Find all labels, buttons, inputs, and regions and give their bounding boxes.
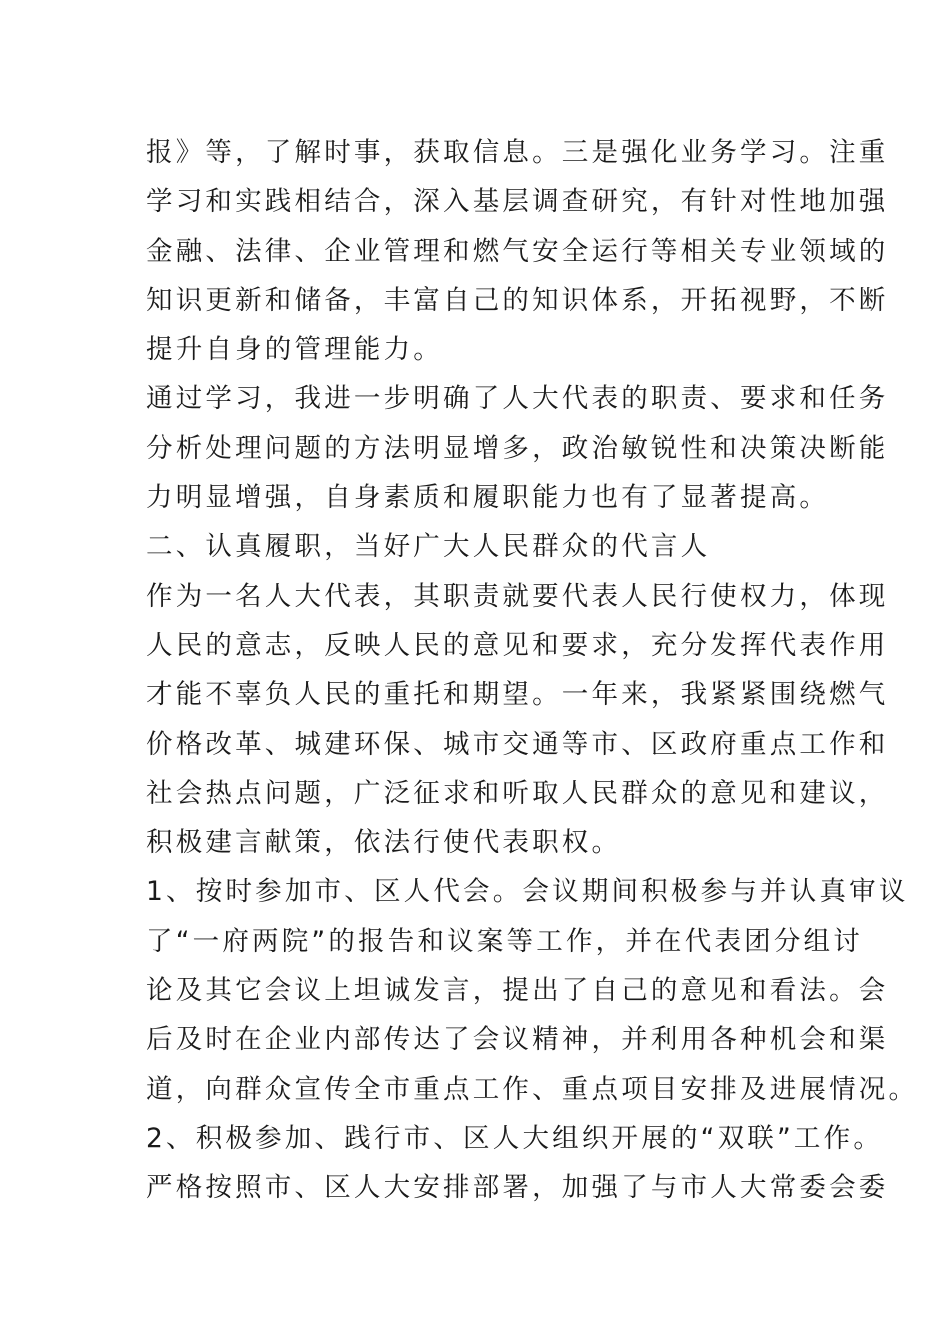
text-line-8: 力明显增强，自身素质和履职能力也有了显著提高。 [146, 482, 830, 514]
text-line-18: 论及其它会议上坦诚发言，提出了自己的意见和看法。会 [146, 975, 889, 1007]
document-page [146, 128, 919, 1213]
text-line-5: 提升自身的管理能力。 [146, 334, 443, 366]
text-line-21: 2、积极参加、践行市、区人大组织开展的“双联”工作。 [146, 1122, 884, 1154]
text-line-2: 学习和实践相结合，深入基层调查研究，有针对性地加强 [146, 186, 889, 218]
text-line-6: 通过学习，我进一步明确了人大代表的职责、要求和任务 [146, 383, 889, 415]
section-heading: 二、认真履职，当好广大人民群众的代言人 [146, 531, 711, 563]
text-line-17: 了“一府两院”的报告和议案等工作，并在代表团分组讨 [146, 925, 863, 957]
text-line-4: 知识更新和储备，丰富自己的知识体系，开拓视野，不断 [146, 284, 889, 316]
text-line-16: 1、按时参加市、区人代会。会议期间积极参与并认真审议 [146, 876, 909, 908]
text-line-12: 才能不辜负人民的重托和期望。一年来，我紧紧围绕燃气 [146, 679, 889, 711]
text-line-11: 人民的意志，反映人民的意见和要求，充分发挥代表作用 [146, 629, 889, 661]
text-line-19: 后及时在企业内部传达了会议精神，并利用各种机会和渠 [146, 1024, 889, 1056]
text-line-10: 作为一名人大代表，其职责就要代表人民行使权力，体现 [146, 580, 889, 612]
text-line-7: 分析处理问题的方法明显增多，政治敏锐性和决策决断能 [146, 432, 889, 464]
text-line-20: 道，向群众宣传全市重点工作、重点项目安排及进展情况。 [146, 1073, 919, 1105]
text-line-3: 金融、法律、企业管理和燃气安全运行等相关专业领域的 [146, 235, 889, 267]
text-line-22: 严格按照市、区人大安排部署，加强了与市人大常委会委 [146, 1172, 889, 1204]
text-line-14: 社会热点问题，广泛征求和听取人民群众的意见和建议， [146, 777, 889, 809]
text-line-1: 报》等，了解时事，获取信息。三是强化业务学习。注重 [146, 137, 889, 168]
text-line-15: 积极建言献策，依法行使代表职权。 [146, 827, 622, 859]
text-line-13: 价格改革、城建环保、城市交通等市、区政府重点工作和 [146, 728, 889, 760]
